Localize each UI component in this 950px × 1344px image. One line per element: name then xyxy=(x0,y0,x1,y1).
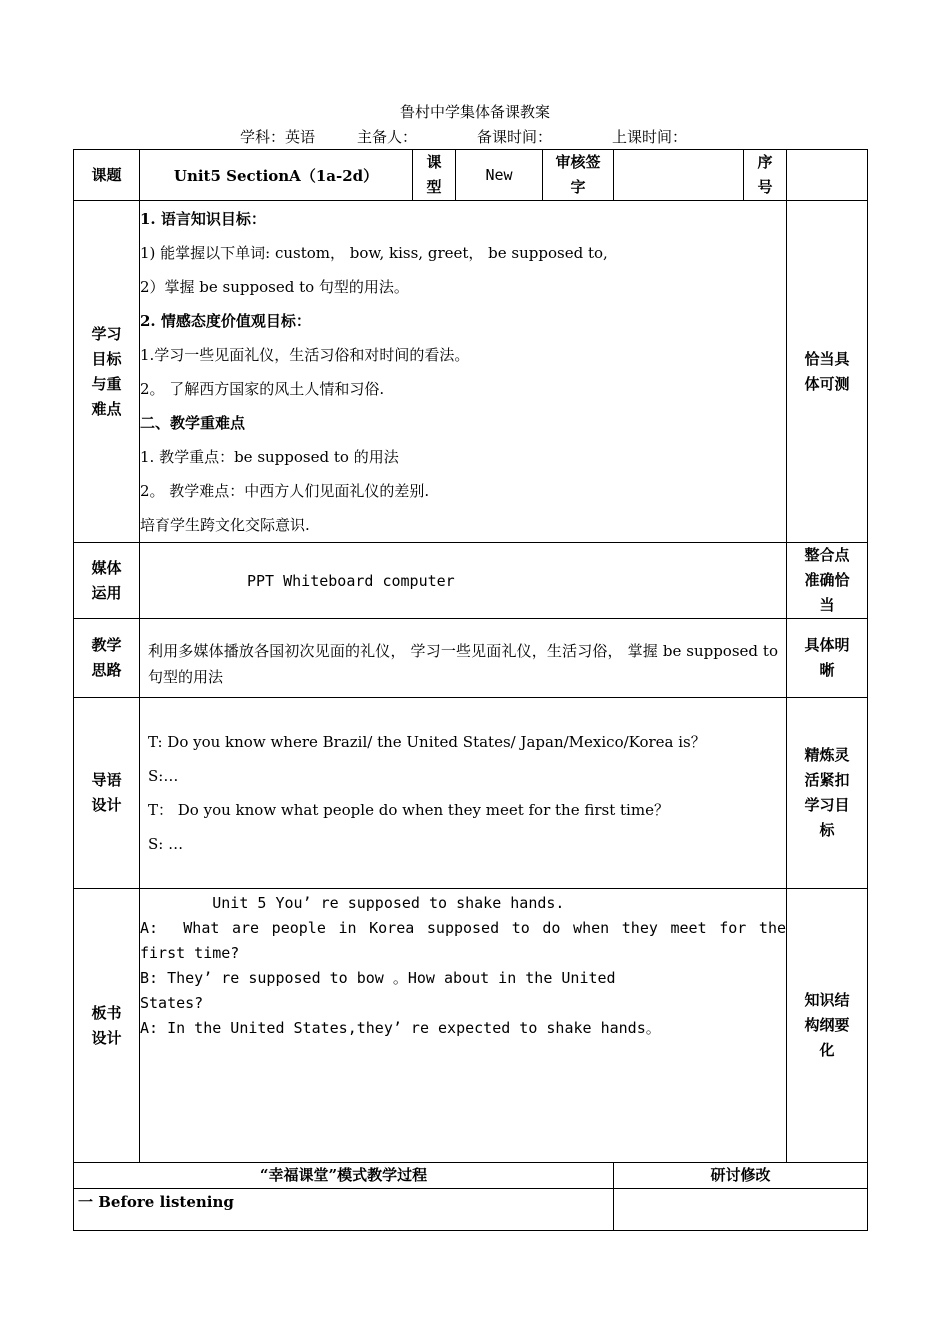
thinking-label: 教学思路 xyxy=(74,619,140,698)
topic-value: Unit5 SectionA（1a-2d） xyxy=(140,150,413,201)
objective-line: 1. 语言知识目标： xyxy=(140,209,266,228)
board-row xyxy=(74,889,868,1163)
intro-content xyxy=(140,698,787,889)
thinking-content: 利用多媒体播放各国初次见面的礼仪， 学习一些见面礼仪，生活习俗， 掌握 be supposed to 句型的用法 xyxy=(140,619,787,698)
revise-label: 研讨修改 xyxy=(614,1163,868,1189)
objectives-label: 学习目标与重难点 xyxy=(74,201,140,543)
page-title: 鲁村中学集体备课教案 xyxy=(399,103,550,121)
board-line: A: In the United States,they’ re expected to shake hands。 xyxy=(140,1019,661,1037)
objectives-note: 恰当具体可测 xyxy=(787,201,868,543)
review-value xyxy=(614,150,744,201)
topic-row xyxy=(74,150,868,201)
seq-value xyxy=(787,150,868,201)
process-header-row xyxy=(74,1163,868,1189)
objective-line: 培育学生跨文化交际意识. xyxy=(140,515,310,534)
preparer-field: 主备人： xyxy=(357,128,418,146)
objective-line: 二、教学重难点 xyxy=(140,413,246,432)
process-row xyxy=(74,1189,868,1231)
objective-line: 1. 教学重点：be supposed to 的用法 xyxy=(140,447,399,466)
board-content xyxy=(140,889,796,1163)
board-note: 知识结构纲要化 xyxy=(787,889,868,1163)
topic-label: 课题 xyxy=(74,150,140,201)
objective-line: 2）掌握 be supposed to 句型的用法。 xyxy=(140,277,409,296)
intro-row xyxy=(74,698,868,889)
intro-line: S: … xyxy=(148,835,184,853)
header-info xyxy=(240,126,729,147)
objective-line: 1.学习一些见面礼仪，生活习俗和对时间的看法。 xyxy=(140,345,470,364)
intro-label: 导语设计 xyxy=(74,698,140,889)
media-label: 媒体运用 xyxy=(74,543,140,619)
intro-line: S:… xyxy=(148,767,179,785)
board-line: Unit 5 You’ re supposed to shake hands. xyxy=(140,894,565,912)
board-line: A: What are people in Korea supposed to do when they meet for the first time? xyxy=(140,919,796,962)
seq-label: 序号 xyxy=(744,150,787,201)
type-value: New xyxy=(456,150,543,201)
revise-cell xyxy=(614,1189,868,1231)
before-listening-step: 一 Before listening xyxy=(74,1189,614,1231)
intro-line: T: Do you know where Brazil/ the United States/ Japan/Mexico/Korea is？ xyxy=(148,733,706,751)
objective-line: 2. 情感态度价值观目标： xyxy=(140,311,311,330)
subject-field: 学科：英语 xyxy=(240,128,316,146)
objective-line: 2。 教学难点：中西方人们见面礼仪的差别. xyxy=(140,481,430,500)
thinking-row xyxy=(74,619,868,698)
board-line: B: They’ re supposed to bow 。How about in the United xyxy=(140,969,616,987)
media-row xyxy=(74,543,868,619)
board-line: States? xyxy=(140,994,204,1012)
media-note: 整合点准确恰当 xyxy=(787,543,868,619)
review-label: 审核签字 xyxy=(543,150,614,201)
objective-line: 1) 能掌握以下单词: custom， bow, kiss, greet， be supposed to, xyxy=(140,243,608,262)
lesson-plan-table xyxy=(73,149,868,1231)
objectives-content xyxy=(140,201,787,543)
thinking-note: 具体明晰 xyxy=(787,619,868,698)
class-time-field: 上课时间： xyxy=(612,128,688,146)
type-label: 课型 xyxy=(413,150,456,201)
prep-time-field: 备课时间： xyxy=(477,128,553,146)
intro-note: 精炼灵活紧扣学习目标 xyxy=(787,698,868,889)
objectives-row xyxy=(74,201,868,543)
board-label: 板书设计 xyxy=(74,889,140,1163)
media-content: PPT Whiteboard computer xyxy=(140,543,787,619)
process-label: “幸福课堂”模式教学过程 xyxy=(74,1163,614,1189)
objective-line: 2。 了解西方国家的风土人情和习俗. xyxy=(140,379,385,398)
intro-line: T： Do you know what people do when they meet for the first time？ xyxy=(148,801,669,819)
